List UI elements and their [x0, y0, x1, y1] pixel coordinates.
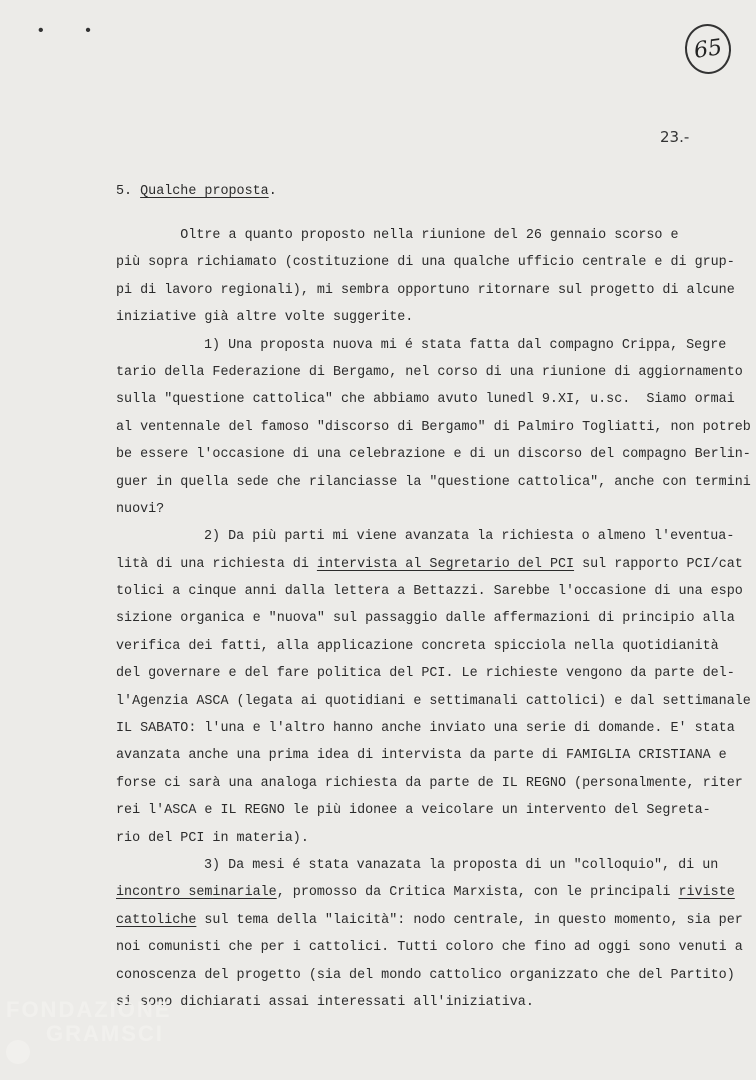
- text-line: IL SABATO: l'una e l'altro hanno anche inviato una serie di domande. E' stata: [116, 721, 735, 737]
- text-line: noi comunisti che per i cattolici. Tutti coloro che fino ad oggi sono venuti a: [116, 940, 743, 956]
- text-line: sulla "questione cattolica" che abbiamo avuto lunedl 9.XI, u.sc. Siamo ormai: [116, 392, 735, 408]
- paragraph-proposal-1: [116, 332, 751, 524]
- text-line: 2) Da più parti mi viene avanzata la richiesta o almeno l'eventua-: [204, 529, 735, 545]
- text-line: più sopra richiamato (costituzione di una qualche ufficio centrale e di grup-: [116, 255, 735, 271]
- text-line: be essere l'occasione di una celebrazione e di un discorso del compagno Berlin-: [116, 447, 751, 463]
- text-span: sul rapporto PCI/cat: [574, 556, 743, 572]
- punch-dots: • •: [36, 22, 107, 40]
- text-line: iniziative già altre volte suggerite.: [116, 310, 414, 326]
- text-line: tario della Federazione di Bergamo, nel corso di una riunione di aggiornamento: [116, 364, 743, 380]
- text-line: tolici a cinque anni dalla lettera a Bettazzi. Sarebbe l'occasione di una espo: [116, 584, 743, 600]
- foundation-watermark: [6, 998, 171, 1046]
- body-text: [116, 222, 751, 1016]
- underlined-journals: riviste: [678, 885, 735, 901]
- watermark-line: FONDAZIONE: [6, 997, 172, 1022]
- text-span: , promosso da Critica Marxista, con le principali: [276, 885, 679, 901]
- watermark-line: GRAMSCI: [46, 1021, 164, 1046]
- text-line: rio del PCI in materia).: [116, 830, 309, 846]
- text-line: verifica dei fatti, alla applicazione concreta spicciola nella quotidianità: [116, 638, 719, 654]
- text-span: lità di una richiesta di: [116, 556, 317, 572]
- text-line: conoscenza del progetto (sia del mondo cattolico organizzato che del Partito): [116, 967, 735, 983]
- text-line: sizione organica e "nuova" sul passaggio dalle affermazioni di principio alla: [116, 611, 735, 627]
- paragraph-proposal-2: [116, 523, 751, 852]
- text-line: 3) Da mesi é stata vanazata la proposta di un "colloquio", di un: [204, 857, 719, 873]
- text-line: 1) Una proposta nuova mi é stata fatta dal compagno Crippa, Segre: [204, 337, 727, 353]
- text-line: forse ci sarà una analoga richiesta da parte de IL REGNO (personalmente, riter: [116, 775, 743, 791]
- underlined-seminar: incontro seminariale: [116, 885, 277, 901]
- text-line: [116, 879, 735, 906]
- section-title-suffix: .: [268, 184, 277, 199]
- underlined-interview-request: intervista al Segretario del PCI: [316, 556, 575, 572]
- text-line: rei l'ASCA e IL REGNO le più idonee a veicolare un intervento del Segreta-: [116, 803, 711, 819]
- text-line: del governare e del fare politica del PCI. Le richieste vengono da parte del-: [116, 666, 735, 682]
- text-line: [116, 907, 743, 934]
- text-line: al ventennale del famoso "discorso di Bergamo" di Palmiro Togliatti, non potreb: [116, 419, 751, 435]
- page-number-text: 65: [692, 34, 724, 64]
- text-line: Oltre a quanto proposto nella riunione del 26 gennaio scorso e: [116, 228, 679, 243]
- text-line: avanzata anche una prima idea di intervista da parte di FAMIGLIA CRISTIANA e: [116, 748, 727, 764]
- text-line: si sono dichiarati assai interessati all'iniziativa.: [116, 994, 534, 1010]
- text-line: guer in quella sede che rilanciasse la "questione cattolica", anche con termini: [116, 474, 751, 490]
- text-line: l'Agenzia ASCA (legata ai quotidiani e settimanali cattolici) e dal settimanale: [116, 693, 751, 709]
- section-heading: [116, 184, 277, 199]
- watermark-logo-icon: [6, 1040, 30, 1064]
- text-line: [116, 551, 743, 578]
- text-line: nuovi?: [116, 501, 165, 517]
- section-number: 5.: [116, 184, 133, 199]
- text-line: pi di lavoro regionali), mi sembra opportuno ritornare sul progetto di alcune: [116, 282, 735, 298]
- typed-page-number: 23.-: [660, 128, 690, 146]
- paragraph-proposal-3: [116, 852, 743, 1016]
- handwritten-page-number: [682, 21, 735, 77]
- section-title: Qualche proposta: [140, 184, 269, 199]
- text-span: sul tema della "laicità": nodo centrale, in questo momento, sia per: [196, 912, 743, 928]
- underlined-catholic: cattoliche: [116, 912, 197, 928]
- paragraph-intro: [116, 222, 735, 332]
